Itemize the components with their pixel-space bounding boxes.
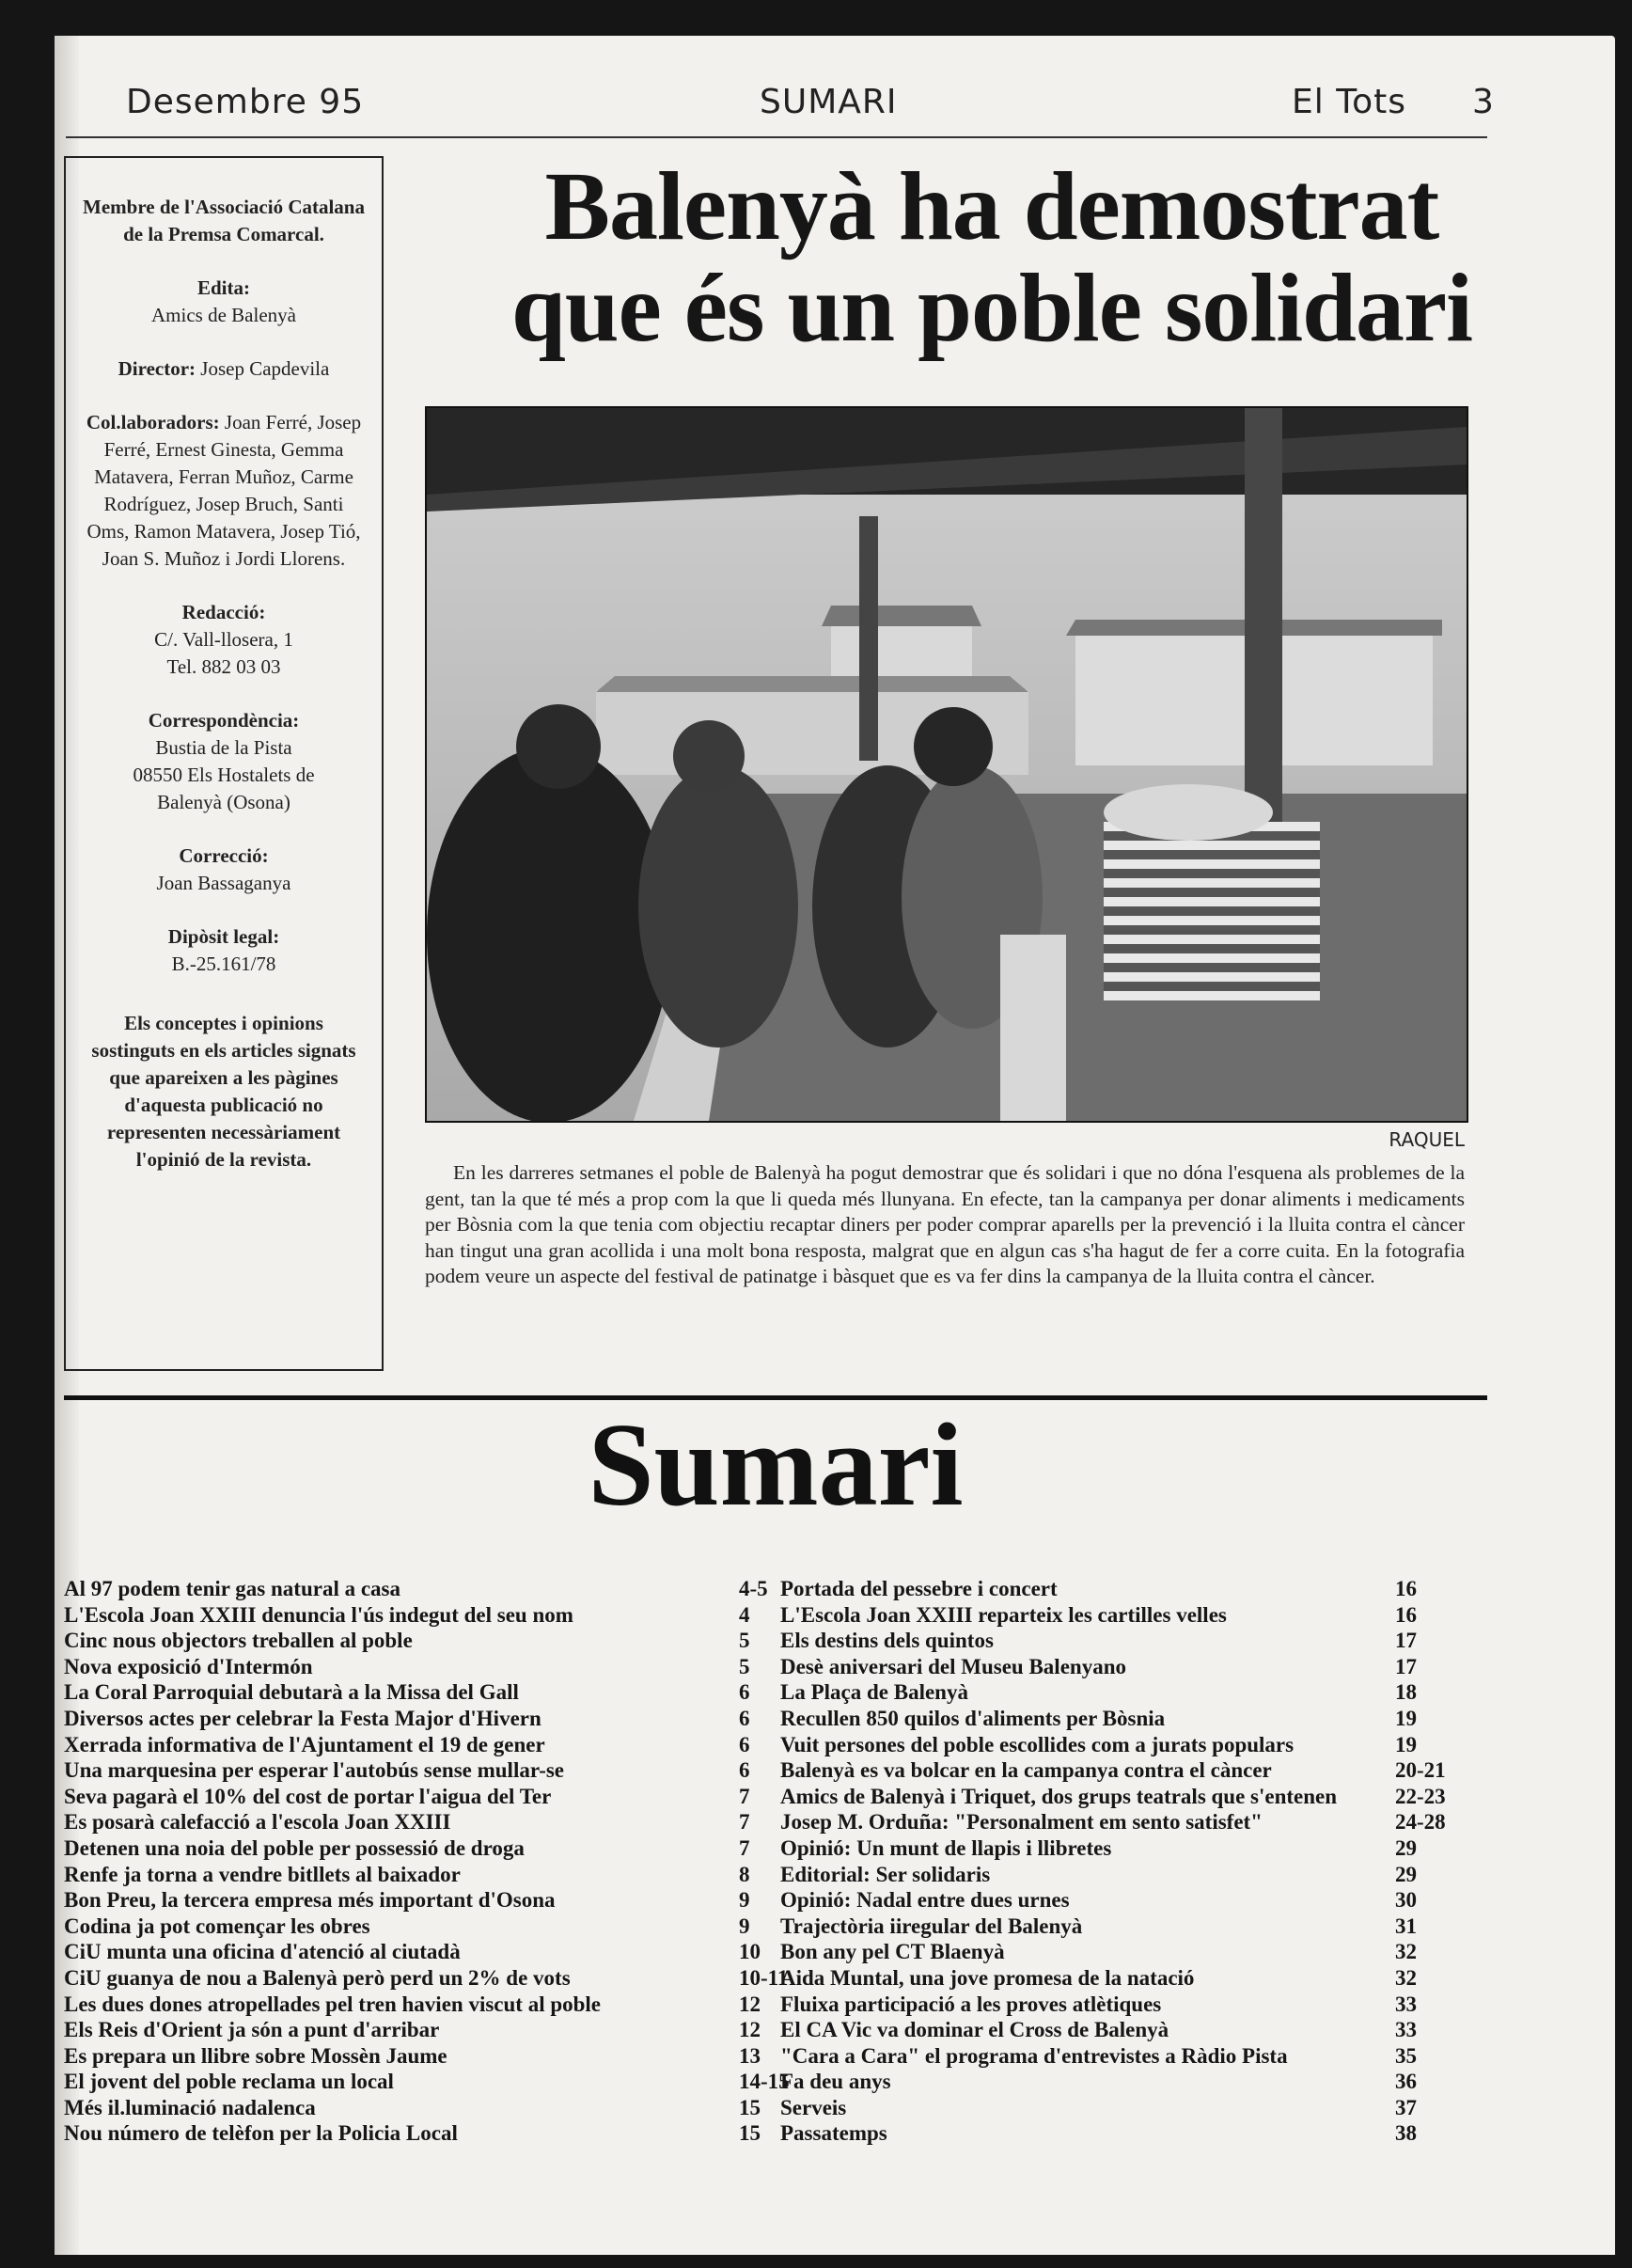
sumari-entry [780, 1576, 1476, 1602]
sumari-entry [780, 1965, 1476, 1992]
header-date: Desembre 95 [126, 83, 365, 121]
masthead-disclaimer: Els conceptes i opinions sostinguts en els articles signats que apareixen a les pàgines d'aquesta publicació no representen necessàriament l'opinió de la revista. [91, 1012, 356, 1171]
sumari-entry [780, 2017, 1476, 2043]
sumari-entry-page: 17 [1395, 1629, 1417, 1653]
sumari-entry [64, 1862, 797, 1888]
sumari-entry-title: Fluixa participació a les proves atlètiques [780, 1992, 1162, 2016]
sumari-entry-title: El jovent del poble reclama un local [64, 2070, 394, 2094]
sumari-entry-page: 5 [739, 1629, 750, 1653]
sumari-entry [64, 1939, 797, 1965]
sumari-entry [780, 1835, 1476, 1862]
sumari-entry [64, 1706, 797, 1732]
article-caption: En les darreres setmanes el poble de Balenyà ha pogut demostrar que és solidari i que no dóna l'esquena als problemes de la gent, tan la que té més a prop com la que li queda més llunyana. En efecte, tan la campanya per donar aliments i medicaments per Bòsnia com la que tenia com objectiu recaptar diners per poder comprar aparells per la prevenció i la lluita contra el càncer han tingut una gran acollida i una molt bona resposta, malgrat que en algun cas s'ha hagut de fer a corre cuita. En la fotografia podem veure un aspecte del festival de patinatge i bàsquet que es va fer dins la campanya de la lluita contra el càncer. [425, 1161, 1465, 1287]
masthead-editorial [83, 599, 365, 681]
sumari-entry [780, 1654, 1476, 1680]
sumari-entry-page: 12 [739, 2018, 761, 2042]
sumari-entry [780, 1887, 1476, 1914]
sumari-entry-page: 30 [1395, 1888, 1417, 1913]
sumari-entry [780, 2069, 1476, 2095]
sumari-entry-title: Portada del pessebre i concert [780, 1577, 1058, 1600]
sumari-entry-page: 13 [739, 2043, 761, 2068]
sumari-entry [64, 2069, 797, 2095]
sumari-entry-page: 33 [1395, 2018, 1417, 2042]
sumari-entry-title: Desè aniversari del Museu Balenyano [780, 1654, 1126, 1678]
sumari-entry-title: Nou número de telèfon per la Policia Local [64, 2121, 458, 2146]
sumari-entry-page: 16 [1395, 1602, 1417, 1627]
sumari-entry-title: Diversos actes per celebrar la Festa Major d'Hivern [64, 1706, 541, 1730]
sumari-entry-title: Més il.luminació nadalenca [64, 2095, 316, 2119]
sumari-entry-page: 19 [1395, 1706, 1417, 1730]
sumari-entry-page: 6 [739, 1680, 750, 1705]
sumari-entry [780, 2095, 1476, 2121]
sumari-entry-page: 9 [739, 1888, 750, 1913]
sumari-entry [64, 1576, 797, 1602]
sumari-entry [780, 1939, 1476, 1965]
sumari-entry-title: Els destins dels quintos [780, 1629, 994, 1653]
sumari-entry [64, 1992, 797, 2018]
headline-line-2: que és un poble solidari [510, 254, 1473, 362]
sumari-entry-page: 16 [1395, 1577, 1417, 1600]
sumari-entry-title: CiU munta una oficina d'atenció al ciutadà [64, 1940, 461, 1964]
sumari-entry-page: 9 [739, 1914, 750, 1938]
sumari-entry-title: La Plaça de Balenyà [780, 1680, 968, 1705]
sumari-entry-page: 18 [1395, 1680, 1417, 1705]
sumari-entry [64, 2017, 797, 2043]
sumari-entry-page: 20-21 [1395, 1758, 1446, 1783]
sumari-entry-page: 4-5 [739, 1577, 768, 1600]
sumari-entry [64, 1784, 797, 1810]
sumari-entry-title: Vuit persones del poble escollides com a jurats populars [780, 1732, 1295, 1756]
director-label: Director: [118, 357, 196, 380]
sumari-entry-page: 6 [739, 1706, 750, 1730]
sumari-entry-title: L'Escola Joan XXIII denuncia l'ús indegut del seu nom [64, 1602, 573, 1627]
sumari-list-right [780, 1576, 1476, 2147]
sumari-entry-page: 6 [739, 1758, 750, 1783]
sumari-entry [64, 1887, 797, 1914]
sumari-entry-page: 5 [739, 1654, 750, 1678]
article-photo [425, 406, 1468, 1123]
sumari-entry-page: 10-11 [739, 1965, 789, 1990]
sumari-entry-page: 19 [1395, 1732, 1417, 1756]
mail-line-2: 08550 Els Hostalets de [133, 764, 315, 786]
header-page-number: 3 [1472, 83, 1495, 121]
sumari-entry-title: Bon any pel CT Blaenyà [780, 1940, 1005, 1964]
sumari-entry-title: Seva pagarà el 10% del cost de portar l'aigua del Ter [64, 1784, 552, 1808]
sumari-entry-title: Xerrada informativa de l'Ajuntament el 19 de gener [64, 1732, 545, 1756]
sumari-entry-page: 14-15 [739, 2070, 790, 2094]
sumari-entry-page: 32 [1395, 1965, 1417, 1990]
sumari-entry [780, 1732, 1476, 1758]
sumari-entry [64, 2095, 797, 2121]
header-rule [66, 136, 1487, 138]
masthead-box [64, 156, 384, 1371]
sumari-entry-title: Fa deu anys [780, 2070, 891, 2094]
sumari-entry [780, 1679, 1476, 1706]
sumari-entry [780, 1914, 1476, 1940]
sumari-entry [64, 1809, 797, 1835]
sumari-entry-title: Les dues dones atropellades pel tren havien viscut al poble [64, 1992, 602, 2016]
masthead-association: Membre de l'Associació Catalana de la Premsa Comarcal. [83, 196, 365, 245]
sumari-entry-title: La Coral Parroquial debutarà a la Missa del Gall [64, 1680, 519, 1705]
sumari-entry-title: Recullen 850 quilos d'aliments per Bòsnia [780, 1706, 1166, 1730]
sumari-entry-page: 6 [739, 1732, 750, 1756]
sumari-entry-title: L'Escola Joan XXIII reparteix les cartilles velles [780, 1602, 1227, 1627]
sumari-entry-page: 38 [1395, 2121, 1417, 2146]
sumari-entry-page: 33 [1395, 1992, 1417, 2016]
masthead-legal [83, 923, 365, 978]
mail-label: Correspondència: [148, 709, 300, 732]
mail-line-3: Balenyà (Osona) [157, 791, 290, 813]
sumari-entry-title: Amics de Balenyà i Triquet, dos grups teatrals que s'entenen [780, 1784, 1338, 1808]
page-header [66, 83, 1495, 122]
sumari-entry-page: 10 [739, 1940, 761, 1964]
publisher-label: Edita: [196, 276, 250, 299]
correction-label: Correcció: [179, 844, 269, 867]
collaborators-names: Joan Ferré, Josep Ferré, Ernest Ginesta, Gemma Matavera, Ferran Muñoz, Carme Rodríguez, Josep Bruch, Santi Oms, Ramon Matavera, Josep Tió, Joan S. Muñoz i Jordi Llorens. [86, 411, 362, 570]
masthead-correction [83, 843, 365, 897]
sumari-entry-page: 32 [1395, 1940, 1417, 1964]
sumari-entry-page: 8 [739, 1862, 750, 1886]
sumari-entry-page: 7 [739, 1810, 750, 1835]
sumari-entry-title: Detenen una noia del poble per possessió de droga [64, 1835, 525, 1860]
masthead-director [83, 355, 365, 383]
sumari-entry [64, 1628, 797, 1654]
sumari-entry [64, 1679, 797, 1706]
sumari-entry-title: Trajectòria iiregular del Balenyà [780, 1914, 1083, 1938]
sumari-entry-page: 15 [739, 2121, 761, 2146]
legal-label: Dipòsit legal: [167, 925, 280, 948]
sumari-entry-page: 29 [1395, 1862, 1417, 1886]
sumari-entry-title: Nova exposició d'Intermón [64, 1654, 313, 1678]
sumari-entry-title: Balenyà es va bolcar en la campanya contra el càncer [780, 1758, 1272, 1783]
sumari-entry [780, 1992, 1476, 2018]
sumari-entry [64, 1757, 797, 1784]
sumari-entry [64, 2120, 797, 2147]
sumari-entry-page: 29 [1395, 1835, 1417, 1860]
sumari-entry-title: "Cara a Cara" el programa d'entrevistes a Ràdio Pista [780, 2043, 1288, 2068]
sumari-entry [780, 1784, 1476, 1810]
sumari-entry-page: 7 [739, 1835, 750, 1860]
sumari-entry [780, 2043, 1476, 2070]
sumari-entry [64, 2043, 797, 2070]
sumari-entry-title: Els Reis d'Orient ja són a punt d'arribar [64, 2018, 440, 2042]
sumari-entry-page: 36 [1395, 2070, 1417, 2094]
sumari-entry-page: 24-28 [1395, 1810, 1446, 1835]
collaborators-label: Col.laboradors: [86, 411, 220, 433]
sumari-entry-title: Bon Preu, la tercera empresa més important d'Osona [64, 1888, 556, 1913]
editorial-address: C/. Vall-llosera, 1 [154, 628, 293, 651]
sumari-entry-title: Es posarà calefacció a l'escola Joan XXIII [64, 1810, 451, 1835]
sumari-entry-page: 35 [1395, 2043, 1417, 2068]
director-name: Josep Capdevila [200, 357, 330, 380]
editorial-label: Redacció: [181, 601, 266, 623]
sumari-entry-page: 31 [1395, 1914, 1417, 1938]
masthead-publisher [83, 275, 365, 329]
sumari-entry-title: Passatemps [780, 2121, 887, 2146]
sumari-entry-page: 7 [739, 1784, 750, 1808]
sumari-entry [780, 1706, 1476, 1732]
sumari-entry [64, 1732, 797, 1758]
sumari-entry [64, 1965, 797, 1992]
sumari-entry [64, 1654, 797, 1680]
sumari-entry [780, 1628, 1476, 1654]
sumari-entry-title: Aida Muntal, una jove promesa de la natació [780, 1965, 1195, 1990]
legal-number: B.-25.161/78 [171, 953, 276, 975]
sumari-entry-title: Opinió: Nadal entre dues urnes [780, 1888, 1070, 1913]
sumari-entry [780, 1862, 1476, 1888]
sumari-entry [780, 2120, 1476, 2147]
sumari-title: Sumari [588, 1400, 964, 1531]
sumari-entry-title: Serveis [780, 2095, 847, 2119]
sumari-entry-title: Cinc nous objectors treballen al poble [64, 1629, 413, 1653]
sumari-entry-title: El CA Vic va dominar el Cross de Balenyà [780, 2018, 1169, 2042]
header-publication: El Tots [1292, 83, 1406, 121]
sumari-entry [780, 1602, 1476, 1629]
correction-name: Joan Bassaganya [156, 872, 291, 894]
sumari-entry-title: Es prepara un llibre sobre Mossèn Jaume [64, 2043, 447, 2068]
masthead-mail [83, 707, 365, 816]
sumari-entry-page: 12 [739, 1992, 761, 2016]
sumari-entry-page: 17 [1395, 1654, 1417, 1678]
sumari-entry-title: Renfe ja torna a vendre bitllets al baixador [64, 1862, 461, 1886]
photo-credit: RAQUEL [1389, 1128, 1465, 1151]
sumari-entry-title: Editorial: Ser solidaris [780, 1862, 991, 1886]
publisher-name: Amics de Balenyà [151, 304, 296, 326]
header-section: SUMARI [760, 83, 898, 121]
sumari-list-left [64, 1576, 797, 2147]
sumari-entry [64, 1602, 797, 1629]
sumari-entry-title: Opinió: Un munt de llapis i llibretes [780, 1835, 1112, 1860]
sumari-entry-page: 37 [1395, 2095, 1417, 2119]
sumari-entry-title: Al 97 podem tenir gas natural a casa [64, 1577, 400, 1600]
sumari-entry [64, 1914, 797, 1940]
sumari-entry-page: 15 [739, 2095, 761, 2119]
masthead-collaborators [83, 409, 365, 573]
sumari-entry-title: Josep M. Orduña: "Personalment em sento satisfet" [780, 1810, 1263, 1835]
headline-line-1: Balenyà ha demostrat [544, 152, 1439, 260]
sumari-entry [64, 1835, 797, 1862]
sumari-entry-title: CiU guanya de nou a Balenyà però perd un 2% de vots [64, 1965, 571, 1990]
sumari-entry-page: 4 [739, 1602, 750, 1627]
sumari-entry-title: Una marquesina per esperar l'autobús sense mullar-se [64, 1758, 565, 1783]
sumari-entry-page: 22-23 [1395, 1784, 1446, 1808]
photo-illustration [427, 408, 1467, 1121]
sumari-entry [780, 1809, 1476, 1835]
mail-line-1: Bustia de la Pista [155, 736, 292, 759]
sumari-entry-title: Codina ja pot començar les obres [64, 1914, 370, 1938]
editorial-phone: Tel. 882 03 03 [166, 655, 281, 678]
sumari-entry [780, 1757, 1476, 1784]
article-headline [442, 152, 1542, 362]
